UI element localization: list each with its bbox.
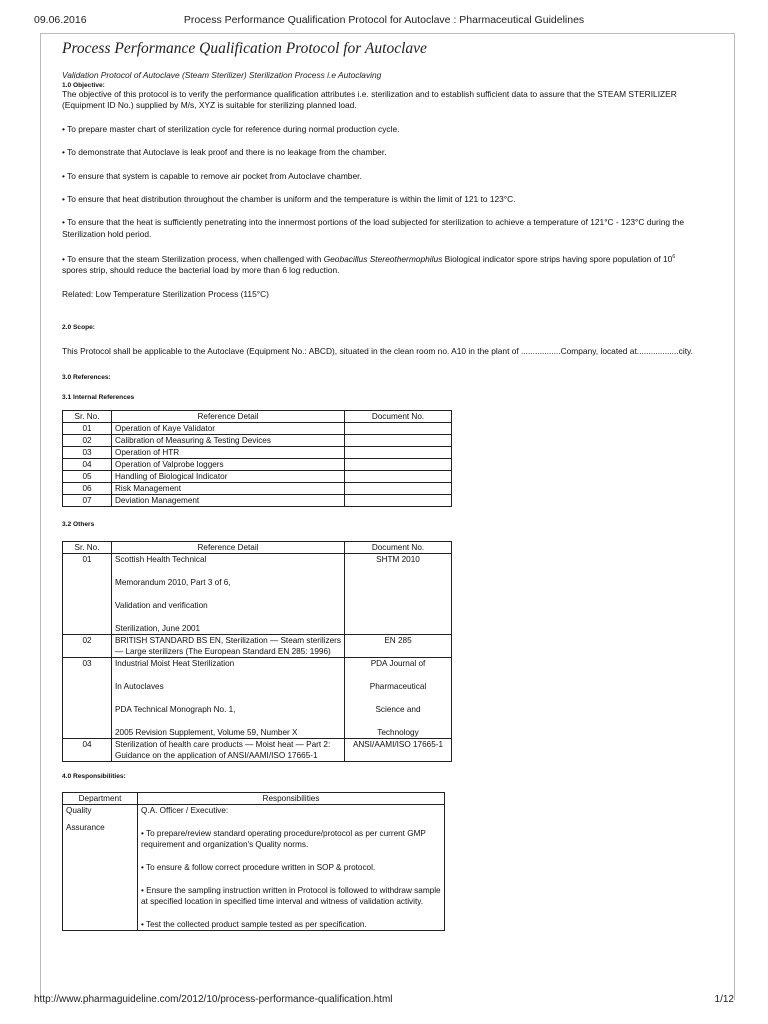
table-row: 03 Industrial Moist Heat Sterilization In Autoclaves PDA Technical Monograph No. 1, 2005 Revision Supplement, Volume 59, Number X PDA Journal of Pharmaceutical Science and Technology <box>63 657 452 738</box>
print-date: 09.06.2016 <box>34 14 87 26</box>
internal-references-heading: 3.1 Internal References <box>62 393 135 401</box>
table-row: 06 Risk Management <box>63 482 452 494</box>
related-link[interactable]: Related: Low Temperature Sterilization Process (115°C) <box>62 288 269 299</box>
scope-heading: 2.0 Scope: <box>62 324 95 332</box>
table-row: Quality Assurance Q.A. Officer / Executive: • To prepare/review standard operating procedure/protocol as per current GMP requirement and organization's Quality norms. • To ensure & follow correct procedure written in SOP & protocol. • Ensure the sampling instruction written in Protocol is followed to withdraw sample at specified location in specified time interval and witness of validation activity. • Test the collected product sample tested as per specification. <box>63 804 445 930</box>
objective-bullet: • To demonstrate that Autoclave is leak proof and there is no leakage from the chamber. <box>62 147 387 158</box>
col-document-no: Document No. <box>345 410 452 422</box>
table-header-row <box>63 792 445 804</box>
col-department: Department <box>63 792 138 804</box>
objective-bullet: • To prepare master chart of sterilization cycle for reference during normal production cycle. <box>62 123 400 134</box>
table-header-row <box>63 541 452 553</box>
col-document-no: Document No. <box>345 541 452 553</box>
others-heading: 3.2 Others <box>62 520 95 528</box>
internal-references-table <box>62 410 452 507</box>
objective-bullet: • To ensure that heat distribution throughout the chamber is uniform and the temperature is within the limit of 121 to 123°C. <box>62 194 516 205</box>
objective-bullet: • To ensure that system is capable to remove air pocket from Autoclave chamber. <box>62 170 362 181</box>
table-row: 03 Operation of HTR <box>63 446 452 458</box>
objective-bullet: • To ensure that the heat is sufficiently penetrating into the innermost portions of the load subjected for sterilization to achieve a temperature of 121°C - 123°C during the Sterilization hold period. <box>62 217 684 239</box>
col-reference-detail: Reference Detail <box>112 541 345 553</box>
table-row: 02 BRITISH STANDARD BS EN, Sterilization — Steam sterilizers — Large sterilizers (The European Standard EN 285: 1996) EN 285 <box>63 634 452 657</box>
col-responsibilities: Responsibilities <box>138 792 445 804</box>
table-row: 07 Deviation Management <box>63 494 452 506</box>
references-heading: 3.0 References: <box>62 373 111 381</box>
article-title: Process Performance Qualification Protocol for Autoclave <box>62 40 427 57</box>
col-reference-detail: Reference Detail <box>112 410 345 422</box>
scope-text: This Protocol shall be applicable to the Autoclave (Equipment No.: ABCD), situated in the clean room no. A10 in the plant of .................Company, located at..................city. <box>62 346 693 357</box>
objective-text: The objective of this protocol is to verify the performance qualification attributes i.e. sterilization and to establish sufficient data to assure that the STEAM STERILIZER (Equipment ID No.) supplied by M/s, XYZ is suitable for sterilizing planned load. <box>62 89 677 111</box>
biological-indicator-bullet: • To ensure that the steam Sterilization process, when challenged with Geobacillus Stereothermophilus Biological indicator spore strips having spore population of $10^6$ spores strip, should reduce the bacterial load by more than 6 log reduction. <box>62 254 676 276</box>
table-row: 01 Operation of Kaye Validator <box>63 422 452 434</box>
table-header-row <box>63 410 452 422</box>
other-references-table <box>62 541 452 762</box>
table-row: 04 Sterilization of health care products — Moist heat — Part 2: Guidance on the application of ANSI/AAMI/ISO 17665-1 ANSI/AAMI/ISO 17665-1 <box>63 738 452 761</box>
responsibilities-table <box>62 792 445 931</box>
page-url[interactable]: http://www.pharmaguideline.com/2012/10/process-performance-qualification.html <box>34 994 393 1005</box>
table-row: 05 Handling of Biological Indicator <box>63 470 452 482</box>
page-number: 1/12 <box>714 994 734 1005</box>
col-sr-no: Sr. No. <box>63 541 112 553</box>
article-content <box>62 40 702 931</box>
table-row: 01 Scottish Health Technical Memorandum 2010, Part 3 of 6, Validation and verification Sterilization, June 2001 SHTM 2010 <box>63 553 452 634</box>
table-row: 04 Operation of Valprobe loggers <box>63 458 452 470</box>
table-row: 02 Calibration of Measuring & Testing Devices <box>63 434 452 446</box>
print-title: Process Performance Qualification Protocol for Autoclave : Pharmaceutical Guidelines <box>183 14 585 26</box>
responsibilities-heading: 4.0 Responsibilities: <box>62 772 126 780</box>
objective-heading: 1.0 Objective: <box>62 82 105 89</box>
col-sr-no: Sr. No. <box>63 410 112 422</box>
article-subtitle: Validation Protocol of Autoclave (Steam Sterilizer) Sterilization Process i.e Autoclaving <box>62 70 382 80</box>
